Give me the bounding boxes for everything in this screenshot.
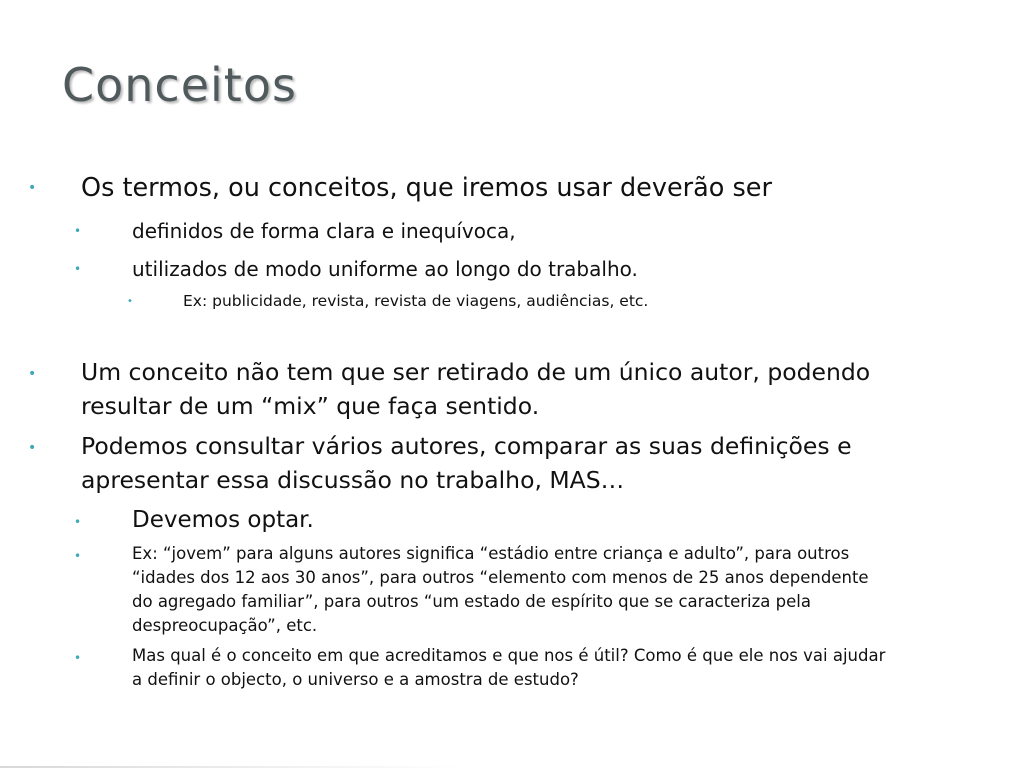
bullet-dot: • — [74, 262, 82, 276]
paragraph-3-sub-1: Devemos optar. — [132, 507, 314, 533]
paragraph-2-line-2: resultar de um “mix” que faça sentido. — [81, 392, 540, 420]
paragraph-3-line-1: Podemos consultar vários autores, comparar as suas definições e — [81, 432, 852, 460]
bullet-dot: • — [74, 549, 82, 563]
paragraph-3-sub-3-line-2: a definir o objecto, o universo e a amostra de estudo? — [132, 670, 579, 689]
slide-title: Conceitos — [62, 58, 297, 112]
bullet-dot: • — [127, 296, 133, 307]
bullet-dot: • — [28, 440, 37, 456]
paragraph-3-sub-2-line-3: do agregado familiar”, para outros “um estado de espírito que se caracteriza pela — [132, 592, 811, 611]
paragraph-3-sub-3-line-1: Mas qual é o conceito em que acreditamos e que nos é útil? Como é que ele nos vai ajudar — [132, 646, 886, 665]
bullet-dot: • — [74, 515, 82, 529]
paragraph-1-sub-1: definidos de forma clara e inequívoca, — [132, 219, 516, 243]
paragraph-3-sub-2-line-2: “idades dos 12 aos 30 anos”, para outros “elemento com menos de 25 anos dependente — [132, 568, 869, 587]
paragraph-1-example: Ex: publicidade, revista, revista de viagens, audiências, etc. — [183, 292, 649, 310]
bullet-dot: • — [74, 224, 82, 238]
bullet-dot: • — [28, 366, 37, 382]
bullet-dot: • — [28, 180, 37, 196]
paragraph-2-line-1: Um conceito não tem que ser retirado de um único autor, podendo — [81, 358, 871, 386]
paragraph-1-sub-2: utilizados de modo uniforme ao longo do trabalho. — [132, 257, 638, 281]
paragraph-1: Os termos, ou conceitos, que iremos usar deverão ser — [81, 173, 772, 203]
paragraph-3-line-2: apresentar essa discussão no trabalho, MAS… — [81, 466, 625, 494]
paragraph-3-sub-2-line-4: despreocupação”, etc. — [132, 616, 318, 635]
paragraph-3-sub-2-line-1: Ex: “jovem” para alguns autores significa “estádio entre criança e adulto”, para outros — [132, 544, 850, 563]
bullet-dot: • — [74, 651, 82, 665]
